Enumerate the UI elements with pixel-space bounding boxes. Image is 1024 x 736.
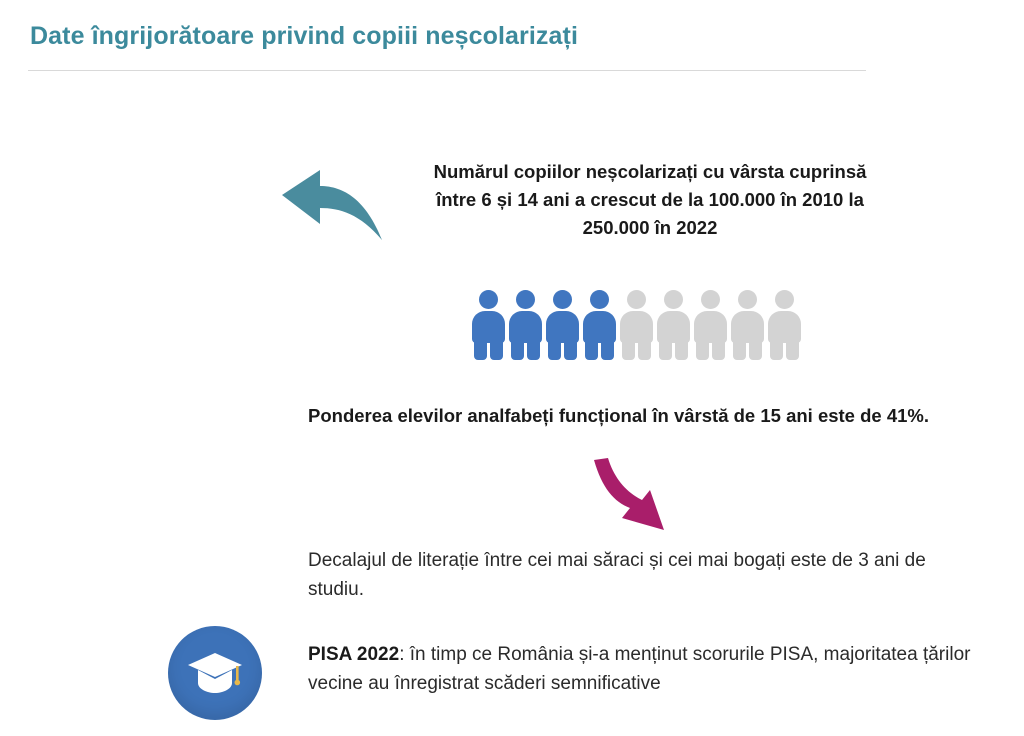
arrow-left-icon <box>278 162 388 252</box>
person-icon <box>766 290 803 360</box>
stat-literacy-gap: Decalajul de literație între cei mai săraci și cei mai bogați este de 3 ani de studiu. <box>308 550 926 601</box>
page-title: Date îngrijorătoare privind copiii neșcolarizați <box>30 22 578 50</box>
stat-functional-illiteracy: Ponderea elevilor analfabeți funcțional în vârstă de 15 ani este de 41%. <box>308 405 930 426</box>
graduation-cap-icon <box>168 626 262 720</box>
person-icon <box>544 290 581 360</box>
person-icon <box>655 290 692 360</box>
person-icon <box>507 290 544 360</box>
people-pictogram <box>470 288 806 360</box>
person-icon <box>692 290 729 360</box>
title-divider <box>28 70 866 71</box>
person-icon <box>581 290 618 360</box>
stat-out-of-school-children: Numărul copiilor neșcolarizați cu vârsta cuprinsă între 6 și 14 ani a crescut de la 100.000 în 2010 la 250.000 în 2022 <box>433 161 867 239</box>
stat-pisa-label: PISA 2022 <box>308 644 400 665</box>
stat-pisa-text: : în timp ce România și-a menținut scorurile PISA, majoritatea țărilor vecine au înregistrat scăderi semnificative <box>308 644 971 695</box>
person-icon <box>470 290 507 360</box>
person-icon <box>618 290 655 360</box>
stat-pisa-2022 <box>308 640 978 699</box>
person-icon <box>729 290 766 360</box>
arrow-down-icon <box>588 458 674 544</box>
